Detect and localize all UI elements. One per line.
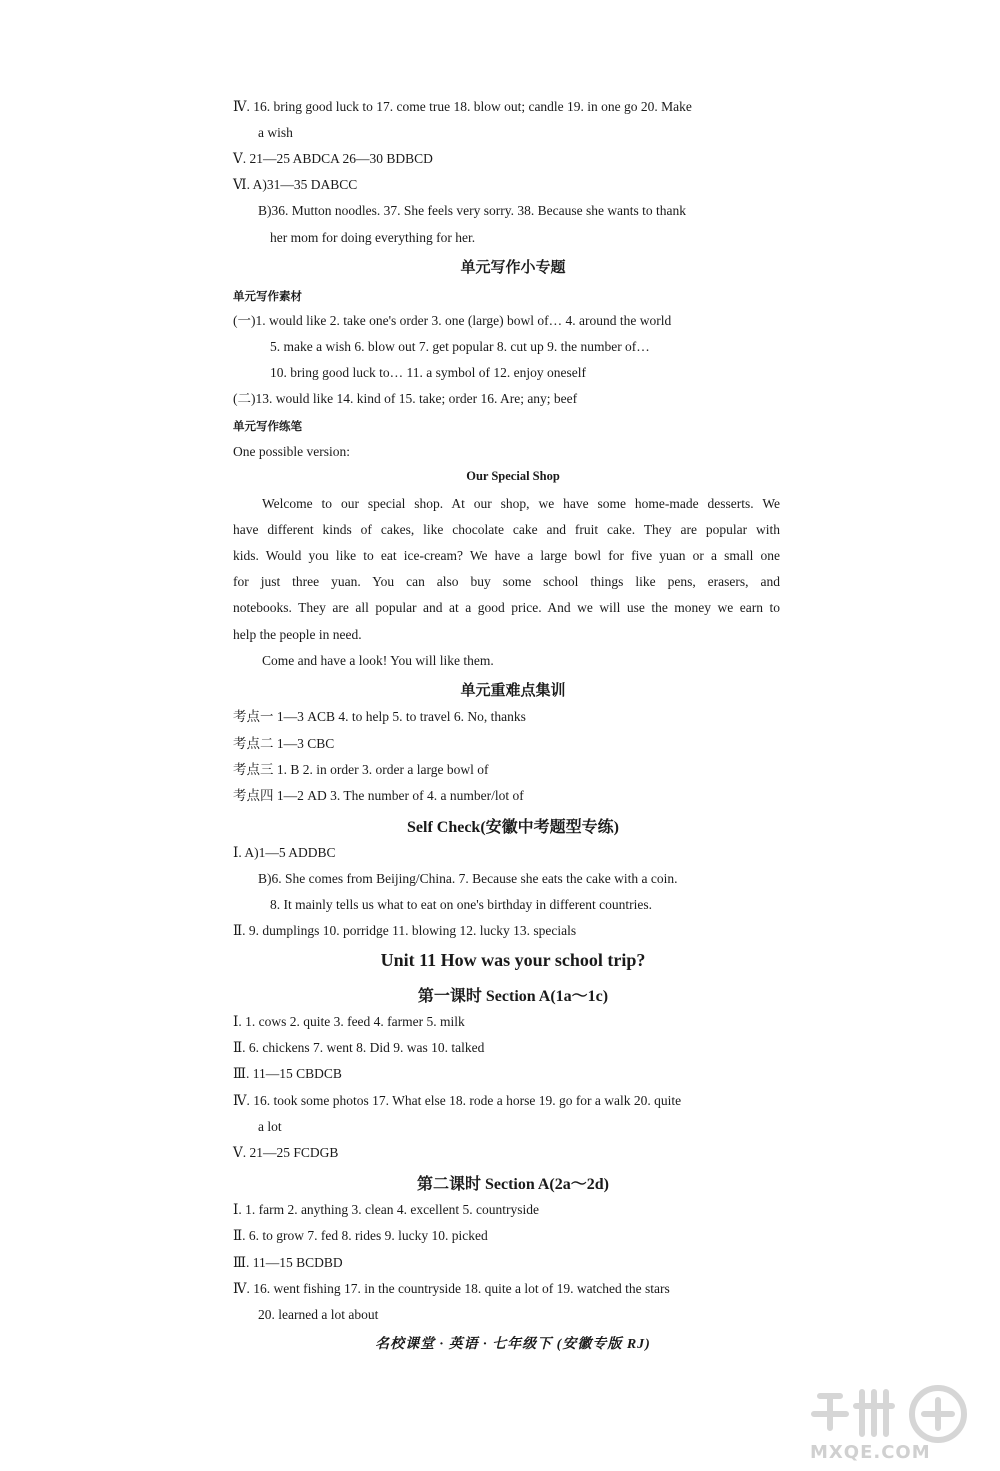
self-check-line: Ⅱ. 9. dumplings 10. porridge 11. blowing 12. lucky 13. specials xyxy=(233,923,577,938)
essay-line: help the people in need. xyxy=(233,627,362,642)
material-line: (一)1. would like 2. take one's order 3. one (large) bowl of… 4. around the world xyxy=(233,313,672,328)
essay-line: Come and have a look! You will like them. xyxy=(262,653,494,668)
essay-line: notebooks. They are all popular and at a good price. And we will use the money we earn to xyxy=(233,600,780,615)
key-point-line: 考点四 1—2 AD 3. The number of 4. a number/lot of xyxy=(233,788,524,803)
practice-heading: 单元写作练笔 xyxy=(233,419,302,433)
key-points-heading: 单元重难点集训 xyxy=(460,681,566,699)
lesson2-line: Ⅱ. 6. to grow 7. fed 8. rides 9. lucky 10. picked xyxy=(233,1228,488,1243)
self-check-line: Ⅰ. A)1—5 ADDBC xyxy=(233,845,336,860)
key-point-line: 考点一 1—3 ACB 4. to help 5. to travel 6. No, thanks xyxy=(233,709,526,724)
lesson2-line: 20. learned a lot about xyxy=(258,1307,379,1322)
material-heading: 单元写作素材 xyxy=(233,289,302,303)
lesson2-line: Ⅰ. 1. farm 2. anything 3. clean 4. excellent 5. countryside xyxy=(233,1202,539,1217)
unit-title: Unit 11 How was your school trip? xyxy=(380,950,646,970)
material-line: (二)13. would like 14. kind of 15. take; order 16. Are; any; beef xyxy=(233,391,578,406)
lesson1-line: Ⅴ. 21—25 FCDGB xyxy=(233,1145,339,1160)
lesson1-line: Ⅲ. 11—15 CBDCB xyxy=(233,1066,342,1081)
lesson1-line: Ⅳ. 16. took some photos 17. What else 18. rode a horse 19. go for a walk 20. quite xyxy=(233,1093,682,1108)
answer-line: Ⅵ. A)31—35 DABCC xyxy=(233,177,358,192)
answer-line: B)36. Mutton noodles. 37. She feels very sorry. 38. Because she wants to thank xyxy=(258,203,687,218)
essay-title: Our Special Shop xyxy=(466,469,560,483)
lesson2-line: Ⅲ. 11—15 BCDBD xyxy=(233,1255,343,1270)
answer-line: Ⅴ. 21—25 ABDCA 26—30 BDBCD xyxy=(233,151,433,166)
essay-line: have different kinds of cakes, like chocolate cake and fruit cake. They are popular with xyxy=(233,522,780,537)
lesson1-line: Ⅱ. 6. chickens 7. went 8. Did 9. was 10. talked xyxy=(233,1040,485,1055)
essay-line: for just three yuan. You can also buy some school things like pens, erasers, and xyxy=(233,574,780,589)
key-point-line: 考点二 1—3 CBC xyxy=(233,736,335,751)
self-check-heading: Self Check(安徽中考题型专练) xyxy=(407,819,619,836)
key-point-line: 考点三 1. B 2. in order 3. order a large bowl of xyxy=(233,762,489,777)
lesson2-heading: 第二课时 Section A(2a～2d) xyxy=(416,1176,609,1193)
material-line: 10. bring good luck to… 11. a symbol of 12. enjoy oneself xyxy=(270,365,586,380)
material-line: 5. make a wish 6. blow out 7. get popular 8. cut up 9. the number of… xyxy=(270,339,650,354)
lesson1-line: Ⅰ. 1. cows 2. quite 3. feed 4. farmer 5. milk xyxy=(233,1014,465,1029)
self-check-line: 8. It mainly tells us what to eat on one's birthday in different countries. xyxy=(270,897,652,912)
self-check-line: B)6. She comes from Beijing/China. 7. Because she eats the cake with a coin. xyxy=(258,871,678,886)
answer-line: Ⅳ. 16. bring good luck to 17. come true 18. blow out; candle 19. in one go 20. Make xyxy=(233,99,692,114)
page-footer: 名校课堂 · 英语 · 七年级下 (安徽专版 RJ) xyxy=(375,1337,651,1352)
essay-line: Welcome to our special shop. At our shop, we have some home-made desserts. We xyxy=(262,496,780,511)
lesson2-line: Ⅳ. 16. went fishing 17. in the countryside 18. quite a lot of 19. watched the stars xyxy=(233,1281,670,1296)
writing-heading: 单元写作小专题 xyxy=(460,258,566,276)
version-label: One possible version: xyxy=(233,444,350,459)
lesson1-heading: 第一课时 Section A(1a～1c) xyxy=(417,988,609,1005)
essay-line: kids. Would you like to eat ice-cream? We have a large bowl for five yuan or a small one xyxy=(233,548,780,563)
answer-line: her mom for doing everything for her. xyxy=(270,230,476,245)
lesson1-line: a lot xyxy=(258,1119,282,1134)
answer-line: a wish xyxy=(258,125,293,140)
watermark-text: MXQE.COM xyxy=(810,1442,931,1463)
